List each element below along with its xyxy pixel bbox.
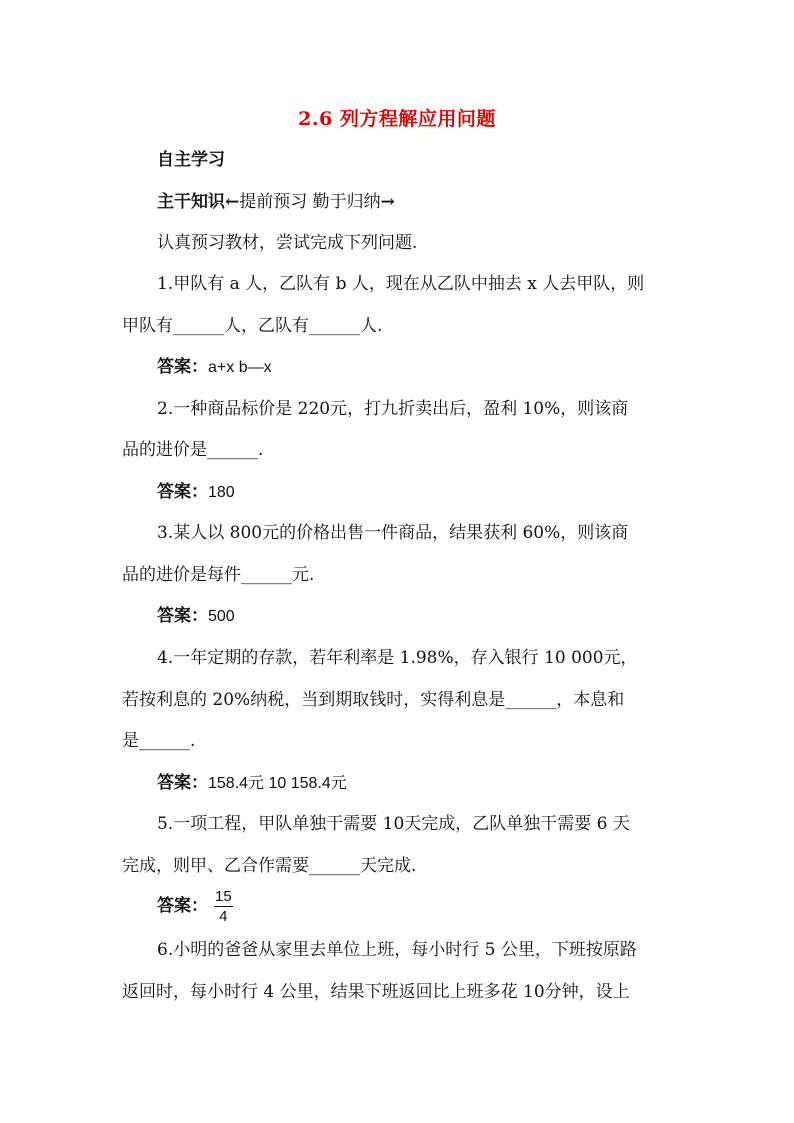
- question-5-line-2: 完成，则甲、乙合作需要______天完成.: [122, 856, 417, 876]
- answer-label: 答案：: [157, 357, 208, 377]
- question-2-line-1: 2.一种商品标价是 220元，打九折卖出后，盈利 10%，则该商: [157, 399, 629, 419]
- fraction-numerator: 15: [215, 888, 232, 905]
- question-2-line-2: 品的进价是______.: [122, 440, 264, 460]
- answer-4: [157, 771, 347, 796]
- answer-4-value: 158.4元 10 158.4元: [208, 775, 347, 792]
- question-6-line-2: 返回时，每小时行 4 公里，结果下班返回比上班多花 10分钟，设上: [122, 982, 630, 1002]
- answer-2-value: 180: [208, 484, 235, 501]
- left-arrow-icon: ←: [225, 192, 240, 212]
- page-title: 2.6 列方程解应用问题: [298, 108, 496, 130]
- question-6-line-1: 6.小明的爸爸从家里去单位上班，每小时行 5 公里，下班按原路: [157, 940, 637, 960]
- answer-label: 答案：: [157, 606, 208, 626]
- answer-2: [157, 480, 235, 505]
- subsection-title: 主干知识: [157, 192, 225, 212]
- answer-1: [157, 355, 272, 380]
- question-4-line-1: 4.一年定期的存款，若年利率是 1.98%，存入银行 10 000元，: [157, 648, 638, 668]
- answer-label: 答案：: [157, 773, 208, 793]
- question-4-line-2: 若按利息的 20%纳税，当到期取钱时，实得利息是______，本息和: [122, 690, 625, 710]
- answer-1-value: a+x b—x: [208, 359, 272, 376]
- fraction-bar: [214, 906, 233, 907]
- question-1-line-1: 1.甲队有 a 人，乙队有 b 人，现在从乙队中抽去 x 人去甲队，则: [157, 274, 645, 294]
- question-3-line-2: 品的进价是每件______元.: [122, 565, 315, 585]
- intro-text: 认真预习教材，尝试完成下列问题.: [157, 233, 418, 253]
- answer-5: [157, 894, 208, 918]
- answer-3: [157, 604, 235, 629]
- question-1-line-2: 甲队有______人，乙队有______人.: [122, 316, 383, 336]
- fraction-denominator: 4: [219, 908, 228, 925]
- subsection-text: 提前预习 勤于归纳: [239, 192, 381, 212]
- question-3-line-1: 3.某人以 800元的价格出售一件商品，结果获利 60%，则该商: [157, 523, 629, 543]
- answer-label: 答案：: [157, 896, 208, 916]
- answer-5-fraction: [214, 888, 233, 925]
- right-arrow-icon: →: [380, 192, 395, 212]
- section-heading: 自主学习: [157, 150, 225, 170]
- answer-3-value: 500: [208, 608, 235, 625]
- question-4-line-3: 是______.: [122, 731, 196, 751]
- subsection-heading: [157, 190, 395, 214]
- question-5-line-1: 5.一项工程，甲队单独干需要 10天完成，乙队单独干需要 6 天: [157, 814, 630, 834]
- answer-label: 答案：: [157, 482, 208, 502]
